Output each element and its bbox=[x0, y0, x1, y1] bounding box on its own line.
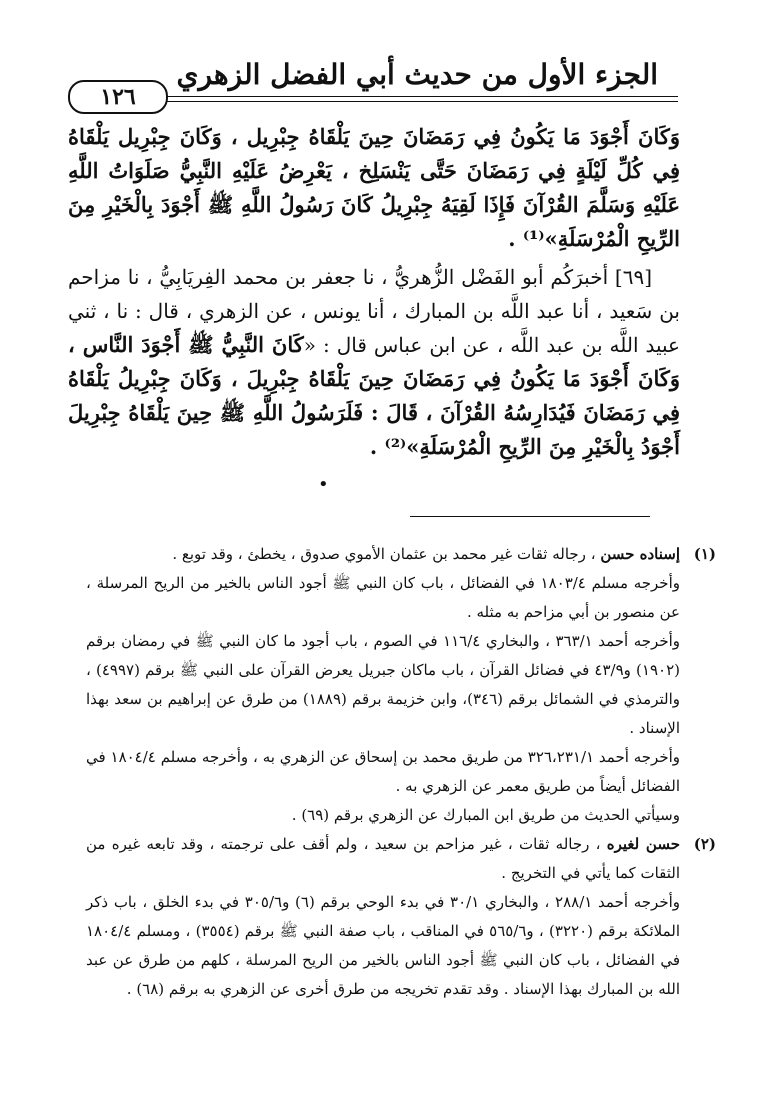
footnote-paragraph bbox=[86, 540, 680, 569]
footnotes bbox=[86, 540, 716, 1004]
footnote-paragraph: وأخرجه مسلم ١٨٠٣/٤ في الفضائل ، باب كان النبي ﷺ أجود الناس بالخير من الريح المرسلة ، عن منصور بن أبي مزاحم به مثله . bbox=[86, 574, 680, 621]
running-title: الجزء الأول من حديث أبي الفضل الزهري bbox=[176, 58, 658, 91]
bullet-dot: • bbox=[318, 474, 329, 495]
header-rule bbox=[162, 96, 678, 97]
footnote-separator bbox=[410, 516, 650, 517]
hadith-69 bbox=[68, 260, 680, 464]
header-rule-secondary bbox=[162, 101, 678, 102]
footnote-1 bbox=[86, 540, 716, 830]
hadith-continuation: وَكَانَ أَجْوَدَ مَا يَكُونُ فِي رَمَضَانَ حِينَ يَلْقَاهُ جِبْرِيل ، وَكَانَ جِبْرِيل يَلْقَاهُ فِي كُلِّ لَيْلَةٍ فِي رَمَضَانَ حَتَّى يَنْسَلِخ ، يَعْرِضُ عَلَيْهِ النَّبِيُّ صَلَوَاتُ اللَّهِ عَلَيْهِ وَسَلَّمَ القُرْآنَ فَإِذَا لَقِيَهُ جِبْرِيلُ كَانَ رَسُولُ اللَّهِ ﷺ أَجْوَدَ بِالْخَيْرِ مِنَ الرِّيحِ الْمُرْسَلَةِ»⁽¹⁾ . bbox=[68, 124, 680, 251]
footnote-body bbox=[86, 830, 680, 1004]
footnote-paragraph: وأخرجه أحمد ٣٢٦،٢٣١/١ من طريق محمد بن إسحاق عن الزهري به ، وأخرجه مسلم ١٨٠٤/٤ في الفضائل أيضاً من طريق معمر عن الزهري به . bbox=[86, 748, 680, 795]
footnote-2 bbox=[86, 830, 716, 1004]
page-header bbox=[68, 50, 678, 110]
main-text bbox=[68, 120, 680, 468]
footnote-text: ، رجاله ثقات غير محمد بن عثمان الأموي صدوق ، يخطئ ، وقد توبع . bbox=[172, 545, 596, 563]
footnote-number: (١) bbox=[693, 545, 716, 563]
isnad-text: [٦٩] أخبرَكُم أبو الفَضْل الزُّهريُّ ، نا جعفر بن محمد الفِريَابِيُّ ، نا مزاحم بن سَعيد ، أنا عبد اللَّه بن المبارك ، أنا يونس ، عن الزهري ، قال : نا ، ثني عبيد اللَّه بن عبد اللَّه ، عن ابن عباس قال : « bbox=[68, 265, 680, 357]
page-number-badge: ١٢٦ bbox=[68, 80, 168, 114]
footnote-paragraph: وسيأتي الحديث من طريق ابن المبارك عن الزهري برقم (٦٩) . bbox=[291, 806, 680, 824]
footnote-text: ، رجاله ثقات ، غير مزاحم بن سعيد ، ولم أقف على ترجمته ، وقد تابعه غيره من الثقات كما يأتي في التخريج . bbox=[86, 835, 680, 882]
footnote-paragraph bbox=[86, 830, 680, 888]
footnote-body bbox=[86, 540, 680, 830]
matn-text: كَانَ النَّبِيُّ ﷺ أَجْوَدَ النَّاس ، وَكَانَ أَجْوَدَ مَا يَكُونُ فِي رَمَضَانَ حِينَ يَلْقَاهُ جِبْرِيلَ ، وَكَانَ جِبْرِيلُ يَلْقَاهُ فِي رَمَضَانَ فَيُدَارِسُهُ القُرْآنَ ، قَالَ : فَلَرَسُولُ اللَّهِ ﷺ حِينَ يَلْقَاهُ جِبْرِيلَ أَجْوَدُ بِالْخَيْرِ مِنَ الرِّيحِ الْمُرْسَلَةِ»⁽²⁾ . bbox=[68, 332, 680, 459]
footnote-grade: حسن لغيره bbox=[606, 835, 680, 853]
footnote-paragraph: وأخرجه أحمد ٣٦٣/١ ، والبخاري ١١٦/٤ في الصوم ، باب أجود ما كان النبي ﷺ في رمضان برقم (١٩٠٢) و٤٣/٩ في فضائل القرآن ، باب ماكان جبريل يعرض القرآن على النبي ﷺ برقم (٤٩٩٧) ، والترمذي في الشمائل برقم (٣٤٦)، وابن خزيمة برقم (١٨٨٩) من طرق عن إبراهيم بن سعد بهذا الإسناد . bbox=[86, 632, 681, 737]
footnote-grade: إسناده حسن bbox=[600, 545, 680, 563]
footnote-number: (٢) bbox=[693, 835, 716, 853]
footnote-paragraph: وأخرجه أحمد ٢٨٨/١ ، والبخاري ٣٠/١ في بدء الوحي برقم (٦) و٣٠٥/٦ في بدء الخلق ، باب ذكر الملائكة برقم (٣٢٢٠) ، و٥٦٥/٦ في المناقب ، باب صفة النبي ﷺ برقم (٣٥٥٤) ، ومسلم ١٨٠٤/٤ في الفضائل ، باب كان النبي ﷺ أجود الناس بالخير من الريح المرسلة ، كلهم من طرق عن عبد الله بن المبارك بهذا الإسناد . وقد تقدم تخريجه من طرق أخرى عن الزهري به برقم (٦٨) . bbox=[86, 893, 681, 998]
